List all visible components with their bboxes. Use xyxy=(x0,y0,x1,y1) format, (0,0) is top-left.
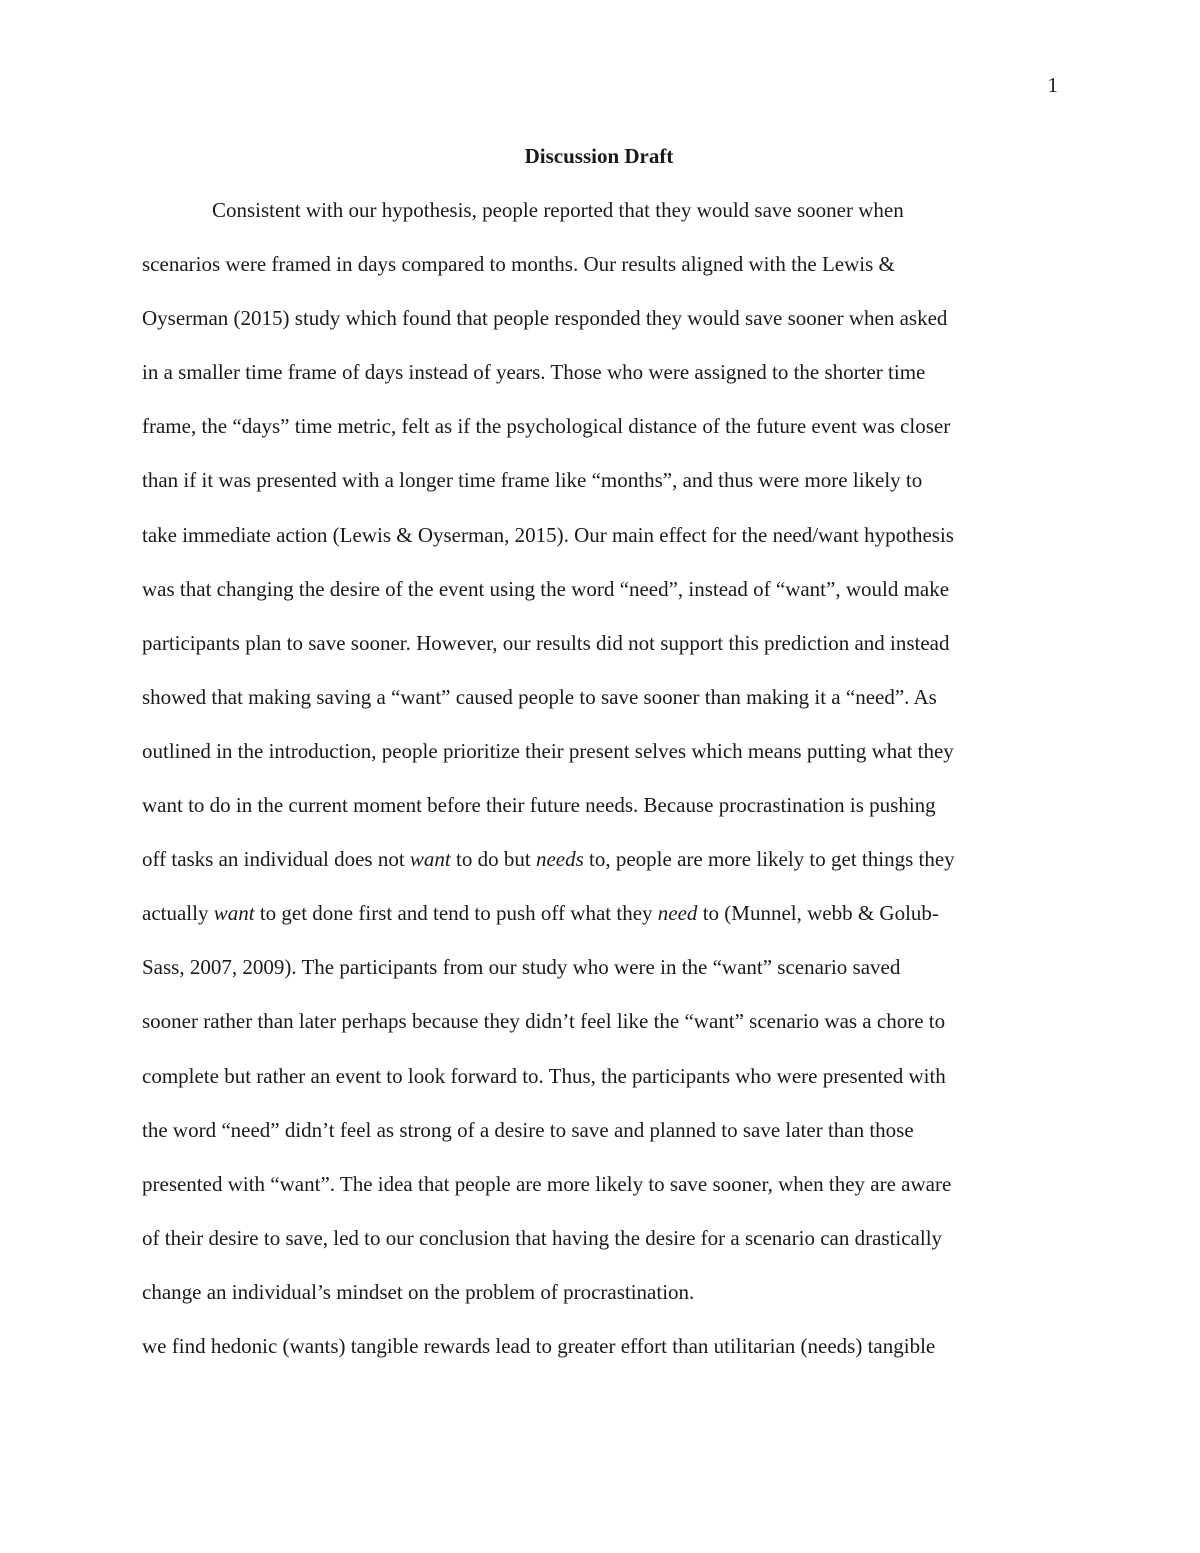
text-run: was that changing the desire of the event using the word “need”, instead of “want”, would make xyxy=(142,576,950,601)
text-line xyxy=(142,792,1062,846)
text-line xyxy=(142,630,1062,684)
text-run: scenarios were framed in days compared to months. Our results aligned with the Lewis & xyxy=(142,252,895,277)
page-number: 1 xyxy=(1047,73,1058,97)
document-title: Discussion Draft xyxy=(524,144,674,168)
text-line xyxy=(142,197,1062,251)
text-run: participants plan to save sooner. However, our results did not support this prediction and instead xyxy=(142,630,950,655)
text-line xyxy=(142,684,1062,738)
text-line xyxy=(142,900,1062,954)
text-run: off tasks an individual does not xyxy=(142,847,410,872)
text-line xyxy=(142,1008,1062,1062)
text-line xyxy=(142,1225,1062,1279)
text-run: actually xyxy=(142,901,214,926)
text-run: the word “need” didn’t feel as strong of a desire to save and planned to save later than those xyxy=(142,1117,914,1142)
text-run: sooner rather than later perhaps because they didn’t feel like the “want” scenario was a chore to xyxy=(142,1009,946,1034)
text-line xyxy=(142,846,1062,900)
text-run: to (Munnel, webb & Golub- xyxy=(697,901,939,926)
text-run: than if it was presented with a longer time frame like “months”, and thus were more likely to xyxy=(142,468,923,493)
text-run: to get done first and tend to push off what they xyxy=(254,901,658,926)
text-line xyxy=(142,305,1062,359)
text-run: in a smaller time frame of days instead of years. Those who were assigned to the shorter time xyxy=(142,360,926,385)
text-line xyxy=(142,1279,1062,1333)
text-line xyxy=(142,738,1062,792)
text-run: Oyserman (2015) study which found that people responded they would save sooner when asked xyxy=(142,306,948,331)
text-run: Sass, 2007, 2009). The participants from our study who were in the “want” scenario saved xyxy=(142,955,901,980)
text-run: to do but xyxy=(450,847,536,872)
text-run: want to do in the current moment before their future needs. Because procrastination is pushing xyxy=(142,793,936,818)
italic-text: want xyxy=(409,847,451,872)
text-line xyxy=(142,251,1062,305)
text-run: we find hedonic (wants) tangible rewards lead to greater effort than utilitarian (needs) tangible xyxy=(142,1333,936,1358)
text-run: outlined in the introduction, people prioritize their present selves which means putting what they xyxy=(142,738,954,763)
text-line xyxy=(142,1171,1062,1225)
text-run: of their desire to save, led to our conclusion that having the desire for a scenario can drastically xyxy=(142,1225,943,1250)
text-run: to, people are more likely to get things they xyxy=(583,847,955,872)
text-run: showed that making saving a “want” caused people to save sooner than making it a “need”. As xyxy=(142,684,937,709)
text-line xyxy=(142,467,1062,521)
text-line xyxy=(142,1117,1062,1171)
text-line xyxy=(142,413,1062,467)
text-line xyxy=(142,1063,1062,1117)
text-run: change an individual’s mindset on the problem of procrastination. xyxy=(142,1279,695,1304)
body-paragraph xyxy=(142,197,1062,1387)
text-run: take immediate action (Lewis & Oyserman, 2015). Our main effect for the need/want hypothesis xyxy=(142,522,954,547)
text-run: Consistent with our hypothesis, people reported that they would save sooner when xyxy=(212,198,904,222)
text-line xyxy=(142,522,1062,576)
text-line xyxy=(142,576,1062,630)
italic-text: need xyxy=(657,901,698,926)
text-run: complete but rather an event to look forward to. Thus, the participants who were presented with xyxy=(142,1063,946,1088)
text-line xyxy=(142,359,1062,413)
text-run: frame, the “days” time metric, felt as if the psychological distance of the future event was closer xyxy=(142,414,951,439)
italic-text: needs xyxy=(535,847,584,872)
text-line xyxy=(142,1333,1062,1387)
italic-text: want xyxy=(213,901,255,926)
text-run: presented with “want”. The idea that people are more likely to save sooner, when they are aware xyxy=(142,1171,952,1196)
text-line xyxy=(142,954,1062,1008)
